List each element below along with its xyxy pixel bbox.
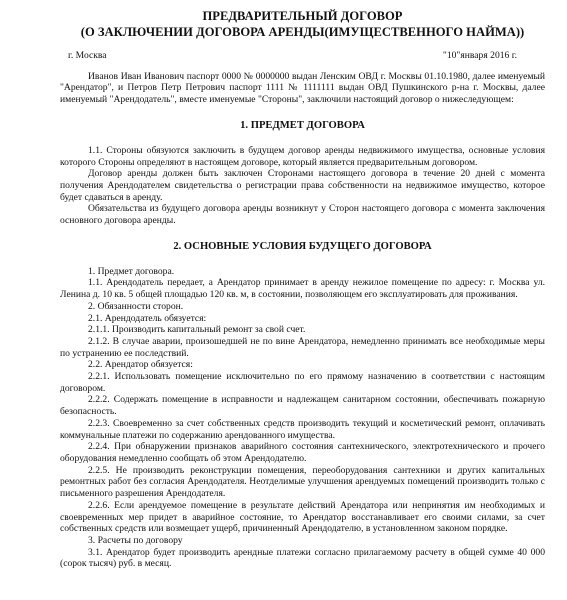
clause-line: 2.2. Арендатор обязуется: [88,359,193,371]
clause-line: 2.1.2. В случае аварии, произошедшей не по вине Арендатора, немедленно принимать все необходимые меры по устранению ее последствий. [60,335,545,359]
clause-line: 1. Предмет договора. [88,265,175,277]
clause-line: 2.2.2. Содержать помещение в исправности и надлежащем санитарном состоянии, обеспечивать пожарную безопасность. [60,394,545,418]
clause-line: 2.1.1. Производить капитальный ремонт за свой счет. [88,324,306,336]
section-1-heading: 1. ПРЕДМЕТ ДОГОВОРА [240,119,365,131]
city-date-row [60,50,545,62]
clause-line: 3.1. Арендатор будет производить арендные платежи согласно прилагаемому расчету в общей сумме 40 000 (сорок тысяч) руб. в месяц. [60,546,545,570]
clause-line: 2.2.4. При обнаружении признаков аварийного состояния сантехнического, электротехнического и прочего оборудования немедленно сообщать об этом Арендодателю. [60,441,545,464]
clause-line: 2. Обязанности сторон. [88,300,184,312]
clause-line: 2.2.6. Если арендуемое помещение в результате действий Арендатора или непринятия им необходимых и своевременных мер придет в аварийное состояние, то Арендатор восстанавливает его своими силами, за счет собственных средств или возмещает ущерб, причиненный Арендодателю, в установленном законом порядке. [60,499,545,535]
section-1-paragraph-2: Договор аренды должен быть заключен Сторонами настоящего договора в течение 20 дней с момента получения Арендодателем свидетельства о регистрации права собственности на недвижимое имущество, которое будет сдаваться в аренду. [60,168,545,203]
section-1-paragraph-3: Обязательства из будущего договора аренды возникнут у Сторон настоящего договора с момента заключения основного договора аренды. [60,203,545,227]
clause-line: 2.1. Арендодатель обязуется: [88,312,207,324]
clause-line: 3. Расчеты по договору [88,534,183,546]
city: г. Москва [68,50,107,61]
clause-line: 2.2.1. Использовать помещение исключительно по его прямому назначению в соответствии с настоящим договором. [60,371,545,394]
preamble: Иванов Иван Иванович паспорт 0000 № 0000000 выдан Ленским ОВД г. Москвы 01.10.1980, далее именуемый "Арендатор", и Петров Петр Петрович паспорт 1111 № 1111111 выдан ОВД Пушкинского р-на г. Москвы, далее именуемый "Арендодатель", вместе именуемые "Стороны", заключили настоящий договор о нижеследующем: [60,70,545,106]
clause-line: 2.2.5. Не производить реконструкции помещения, переоборудования сантехники и других капитальных ремонтных работ без согласия Арендодателя. Неотделимые улучшения арендуемых помещений производить только с письменного разрешения Арендодателя. [60,464,545,500]
document-subtitle: (О ЗАКЛЮЧЕНИИ ДОГОВОРА АРЕНДЫ(ИМУЩЕСТВЕННОГО НАЙМА)) [80,25,525,39]
clause-line: 2.2.3. Своевременно за счет собственных средств производить текущий и косметический ремонт, оплачивать коммунальные платежи по содержанию арендованного имущества. [60,417,545,441]
contract-date: "10"января 2016 г. [442,50,517,61]
document-title: ПРЕДВАРИТЕЛЬНЫЙ ДОГОВОР [202,9,403,23]
section-2-heading: 2. ОСНОВНЫЕ УСЛОВИЯ БУДУЩЕГО ДОГОВОРА [173,240,432,252]
section-1-paragraph-1: 1.1. Стороны обязуются заключить в будущем договор аренды недвижимого имущества, основные условия которого Стороны определяют в настоящем договоре, который является предварительным договором. [60,144,545,168]
clause-line: 1.1. Арендодатель передает, а Арендатор принимает в аренду нежилое помещение по адресу: г. Москва ул. Ленина д. 10 кв. 5 общей площадью 120 кв. м, в состоянии, позволяющем его эксплуатировать для проживания. [60,277,545,301]
